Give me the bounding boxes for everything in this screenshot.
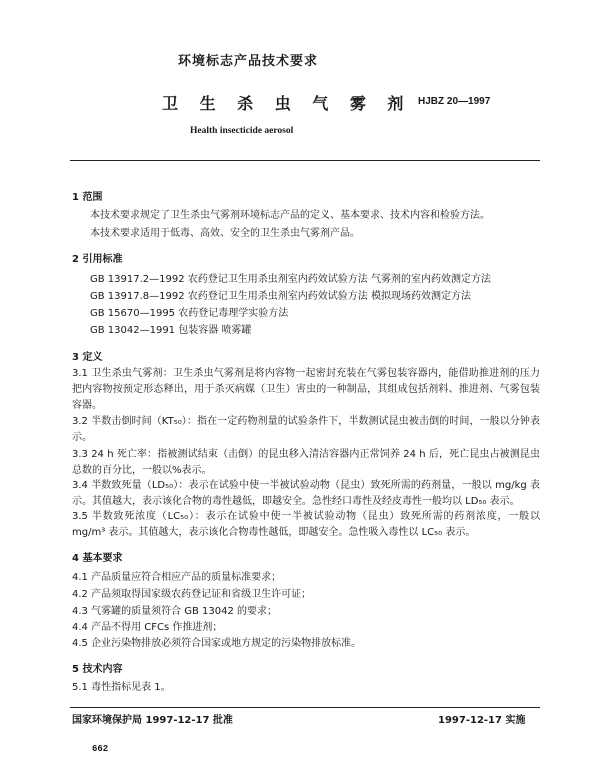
reference-item: GB 15670—1995 农药登记毒理学实验方法	[90, 308, 289, 319]
requirement-item: 4.2 产品须取得国家级农药登记证和省级卫生许可证；	[72, 589, 312, 600]
definition-3-5: 3.5 半数致死浓度（LC₅₀）：表示在试验中使一半被试验动物（昆虫）致死所需的药剂浓度，一般以 mg/m³ 表示。其值越大，表示该化合物毒性越低，即越安全。急性吸入毒性以 LC₅₀ 表示。	[72, 511, 540, 538]
definition-3-2: 3.2 半数击倒时间（KT₅₀）：指在一定药物剂量的试验条件下，半数测试昆虫被击倒的时间，一般以分钟表示。	[72, 416, 540, 443]
definition-3-1: 3.1 卫生杀虫气雾剂：卫生杀虫气雾剂是将内容物一起密封充装在气雾包装容器内，能借助推进剂的压力把内容物按预定形态释出，用于杀灭病媒（卫生）害虫的一种制品，其组成包括剂料、推进剂、气雾包装容器。	[72, 368, 540, 411]
technical-item: 5.1 毒性指标见表 1。	[72, 682, 171, 693]
footer-divider	[70, 707, 540, 708]
requirement-item: 4.4 产品不得用 CFCs 作推进剂；	[72, 622, 223, 633]
requirement-item: 4.3 气雾罐的质量须符合 GB 13042 的要求；	[72, 606, 278, 617]
implementation-date: 1997-12-17 实施	[438, 715, 526, 726]
definition-3-3: 3.3 24 h 死亡率：指被测试结束（击倒）的昆虫移入清洁容器内正常饲养 24 h 后，死亡昆虫占被测昆虫总数的百分比，一般以%表示。	[72, 449, 540, 476]
section-4-heading: 4 基本要求	[72, 553, 123, 564]
standard-code: HJBZ 20—1997	[418, 96, 491, 107]
page-number: 662	[92, 744, 109, 754]
standard-series-title: 环境标志产品技术要求	[178, 54, 319, 69]
definition-3-4: 3.4 半数致死量（LD₅₀）：表示在试验中使一半被试验动物（昆虫）致死所需的药剂量，一般以 mg/kg 表示。其值越大，表示该化合物的毒性越低，即越安全。急性经口毒性及经皮毒性一般均以 LD₅₀ 表示。	[72, 480, 540, 507]
reference-item: GB 13042—1991 包装容器 喷雾罐	[90, 325, 252, 336]
reference-item: GB 13917.8—1992 农药登记卫生用杀虫剂室内药效试验方法 模拟现场药效测定方法	[90, 291, 471, 302]
section-2-heading: 2 引用标准	[72, 254, 123, 265]
approval-line: 国家环境保护局 1997-12-17 批准	[72, 715, 233, 726]
section-3-heading: 3 定义	[72, 352, 103, 363]
requirement-item: 4.1 产品质量应符合相应产品的质量标准要求；	[72, 572, 282, 583]
document-title: 卫 生 杀 虫 气 雾 剂	[162, 94, 412, 113]
section-1-para-1: 本技术要求规定了卫生杀虫气雾剂环境标志产品的定义、基本要求、技术内容和检验方法。	[90, 210, 490, 221]
reference-item: GB 13917.2—1992 农药登记卫生用杀虫剂室内药效试验方法 气雾剂的室内药效测定方法	[90, 274, 491, 285]
section-1-para-2: 本技术要求适用于低毒、高效、安全的卫生杀虫气雾剂产品。	[90, 228, 360, 239]
header-divider	[70, 160, 540, 161]
english-title: Health insecticide aerosol	[190, 126, 294, 136]
requirement-item: 4.5 企业污染物排放必须符合国家或地方规定的污染物排放标准。	[72, 638, 362, 649]
section-1-heading: 1 范围	[72, 192, 103, 203]
section-5-heading: 5 技术内容	[72, 664, 123, 675]
